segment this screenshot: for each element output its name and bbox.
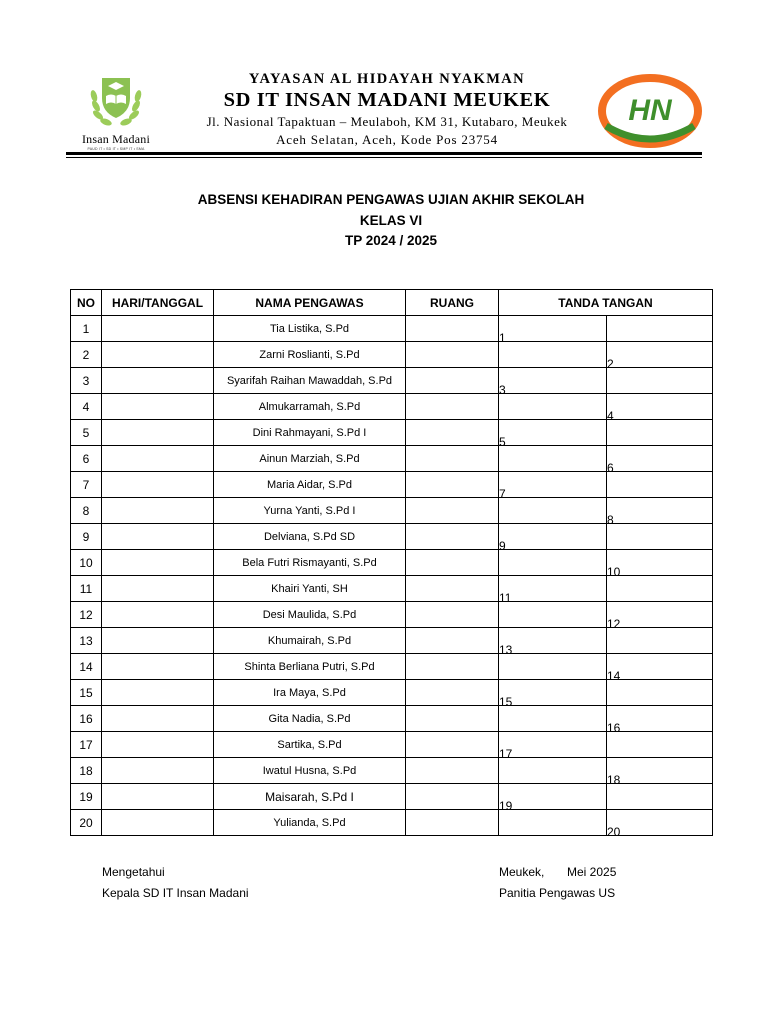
table-row — [71, 342, 713, 368]
signature-block-left — [102, 862, 249, 904]
row-number: 8 — [71, 498, 102, 524]
school-name: SD IT INSAN MADANI MEUKEK — [223, 89, 551, 111]
foundation-name: YAYASAN AL HIDAYAH NYAKMAN — [248, 71, 526, 87]
row-supervisor-name: Almukarramah, S.Pd — [214, 394, 406, 420]
signature-slot-right — [607, 472, 713, 498]
signature-slot-left — [499, 524, 607, 553]
row-supervisor-name: Yurna Yanti, S.Pd I — [214, 498, 406, 524]
signature-block-right — [499, 862, 616, 904]
signature-number: 1 — [499, 331, 506, 345]
header-signature: TANDA TANGAN — [499, 290, 713, 316]
letterhead — [66, 66, 702, 158]
row-date-cell — [102, 576, 214, 602]
signature-slot-right — [607, 550, 713, 579]
row-supervisor-name: Khumairah, S.Pd — [214, 628, 406, 654]
row-number: 18 — [71, 758, 102, 784]
signature-number: 5 — [499, 435, 506, 449]
principal-title: Kepala SD IT Insan Madani — [102, 886, 249, 900]
signature-number: 4 — [607, 409, 614, 423]
address-line-2: Aceh Selatan, Aceh, Kode Pos 23754 — [276, 132, 498, 147]
table-row — [71, 680, 713, 706]
table-row — [71, 550, 713, 576]
header-room: RUANG — [406, 290, 499, 316]
signature-number: 3 — [499, 383, 506, 397]
document-title — [0, 190, 768, 252]
signature-slot-left — [499, 732, 607, 761]
signature-slot-right — [607, 498, 713, 527]
signature-number: 14 — [607, 669, 621, 683]
signature-slot-right — [607, 758, 713, 787]
row-supervisor-name: Delviana, S.Pd SD — [214, 524, 406, 550]
signature-number: 19 — [499, 799, 513, 813]
signature-number: 16 — [607, 721, 621, 735]
table-row — [71, 810, 713, 836]
table-row — [71, 446, 713, 472]
signature-slot-right — [607, 420, 713, 446]
table-row — [71, 654, 713, 680]
row-number: 12 — [71, 602, 102, 628]
row-date-cell — [102, 784, 214, 810]
row-room-cell — [406, 420, 499, 446]
row-room-cell — [406, 550, 499, 576]
row-date-cell — [102, 758, 214, 784]
table-row — [71, 472, 713, 498]
place-date — [499, 862, 616, 883]
signature-number: 9 — [499, 539, 506, 553]
header-name: NAMA PENGAWAS — [214, 290, 406, 316]
row-supervisor-name: Shinta Berliana Putri, S.Pd — [214, 654, 406, 680]
row-room-cell — [406, 368, 499, 394]
row-room-cell — [406, 342, 499, 368]
table-row — [71, 316, 713, 342]
letterhead-text — [172, 70, 602, 149]
signature-slot-left — [499, 342, 607, 368]
signature-slot-right — [607, 342, 713, 371]
signature-number: 20 — [607, 825, 621, 839]
row-room-cell — [406, 498, 499, 524]
table-header-row — [71, 290, 713, 316]
row-supervisor-name: Sartika, S.Pd — [214, 732, 406, 758]
header-date: HARI/TANGGAL — [102, 290, 214, 316]
letterhead-rule-thin — [66, 157, 702, 158]
row-date-cell — [102, 446, 214, 472]
table-row — [71, 420, 713, 446]
row-room-cell — [406, 576, 499, 602]
signature-slot-right — [607, 654, 713, 683]
school-emblem-icon — [88, 72, 144, 130]
table-row — [71, 368, 713, 394]
row-date-cell — [102, 316, 214, 342]
row-date-cell — [102, 394, 214, 420]
row-supervisor-name: Maria Aidar, S.Pd — [214, 472, 406, 498]
table-row — [71, 758, 713, 784]
row-number: 14 — [71, 654, 102, 680]
signature-slot-right — [607, 524, 713, 550]
row-supervisor-name: Desi Maulida, S.Pd — [214, 602, 406, 628]
row-room-cell — [406, 446, 499, 472]
signature-number: 10 — [607, 565, 621, 579]
signature-slot-left — [499, 706, 607, 732]
hn-logo — [598, 74, 702, 148]
place-label: Meukek, — [499, 865, 545, 879]
row-number: 6 — [71, 446, 102, 472]
row-number: 4 — [71, 394, 102, 420]
row-number: 2 — [71, 342, 102, 368]
row-date-cell — [102, 550, 214, 576]
signature-slot-left — [499, 602, 607, 628]
row-room-cell — [406, 524, 499, 550]
row-room-cell — [406, 654, 499, 680]
committee-title: Panitia Pengawas US — [499, 886, 616, 900]
signature-number: 18 — [607, 773, 621, 787]
signature-number: 15 — [499, 695, 513, 709]
row-supervisor-name: Tia Listika, S.Pd — [214, 316, 406, 342]
row-date-cell — [102, 524, 214, 550]
row-date-cell — [102, 706, 214, 732]
row-room-cell — [406, 810, 499, 836]
row-number: 16 — [71, 706, 102, 732]
row-supervisor-name: Ainun Marziah, S.Pd — [214, 446, 406, 472]
signature-slot-right — [607, 784, 713, 810]
row-number: 15 — [71, 680, 102, 706]
signature-slot-left — [499, 368, 607, 397]
signature-slot-left — [499, 654, 607, 680]
signature-slot-left — [499, 680, 607, 709]
signature-slot-left — [499, 316, 607, 345]
table-row — [71, 784, 713, 810]
logo-wordmark: Insan Madani — [81, 132, 151, 146]
row-number: 1 — [71, 316, 102, 342]
row-supervisor-name: Yulianda, S.Pd — [214, 810, 406, 836]
signature-slot-right — [607, 680, 713, 706]
school-logo — [70, 72, 162, 154]
row-room-cell — [406, 472, 499, 498]
row-room-cell — [406, 706, 499, 732]
signature-slot-left — [499, 420, 607, 449]
row-supervisor-name: Iwatul Husna, S.Pd — [214, 758, 406, 784]
logo-subtext: PAUD IT • SD IT • SMP IT • SMA — [87, 147, 145, 151]
signature-slot-left — [499, 394, 607, 420]
row-number: 13 — [71, 628, 102, 654]
row-date-cell — [102, 342, 214, 368]
signature-slot-left — [499, 446, 607, 472]
row-supervisor-name: Gita Nadia, S.Pd — [214, 706, 406, 732]
date-label: Mei 2025 — [567, 865, 617, 879]
row-number: 7 — [71, 472, 102, 498]
row-supervisor-name: Maisarah, S.Pd I — [214, 784, 406, 810]
signature-number: 2 — [607, 357, 614, 371]
row-date-cell — [102, 498, 214, 524]
row-room-cell — [406, 758, 499, 784]
signature-number: 12 — [607, 617, 621, 631]
row-room-cell — [406, 394, 499, 420]
title-line-2: KELAS VI — [359, 212, 423, 228]
hn-logo-text: HN — [628, 94, 672, 127]
row-room-cell — [406, 602, 499, 628]
row-supervisor-name: Bela Futri Rismayanti, S.Pd — [214, 550, 406, 576]
row-number: 20 — [71, 810, 102, 836]
row-date-cell — [102, 472, 214, 498]
signature-slot-right — [607, 628, 713, 654]
signature-slot-right — [607, 368, 713, 394]
signature-slot-right — [607, 446, 713, 475]
header-no: NO — [71, 290, 102, 316]
row-date-cell — [102, 680, 214, 706]
signature-slot-left — [499, 810, 607, 836]
row-room-cell — [406, 680, 499, 706]
row-room-cell — [406, 316, 499, 342]
signature-slot-right — [607, 576, 713, 602]
signature-slot-left — [499, 758, 607, 784]
letterhead-rule-thick — [66, 152, 702, 155]
signature-number: 13 — [499, 643, 513, 657]
table-row — [71, 628, 713, 654]
attendance-table — [70, 289, 713, 839]
signature-number: 7 — [499, 487, 506, 501]
signature-slot-right — [607, 706, 713, 735]
row-date-cell — [102, 602, 214, 628]
signature-slot-left — [499, 498, 607, 524]
row-number: 11 — [71, 576, 102, 602]
title-line-3: TP 2024 / 2025 — [344, 233, 438, 248]
signature-slot-left — [499, 628, 607, 657]
table-row — [71, 602, 713, 628]
signature-slot-left — [499, 784, 607, 813]
signature-number: 11 — [499, 591, 512, 605]
row-date-cell — [102, 810, 214, 836]
row-supervisor-name: Syarifah Raihan Mawaddah, S.Pd — [214, 368, 406, 394]
row-number: 9 — [71, 524, 102, 550]
signature-slot-left — [499, 576, 607, 605]
signature-number: 8 — [607, 513, 614, 527]
row-date-cell — [102, 654, 214, 680]
row-date-cell — [102, 420, 214, 446]
row-supervisor-name: Ira Maya, S.Pd — [214, 680, 406, 706]
row-supervisor-name: Dini Rahmayani, S.Pd I — [214, 420, 406, 446]
attendance-rows — [71, 316, 713, 839]
table-row — [71, 524, 713, 550]
hn-logo-icon — [598, 74, 702, 148]
signature-slot-left — [499, 550, 607, 576]
row-number: 19 — [71, 784, 102, 810]
row-room-cell — [406, 784, 499, 810]
signature-number: 17 — [499, 747, 513, 761]
row-room-cell — [406, 628, 499, 654]
title-line-1: ABSENSI KEHADIRAN PENGAWAS UJIAN AKHIR SEKOLAH — [197, 192, 585, 207]
signature-slot-right — [607, 602, 713, 631]
row-number: 3 — [71, 368, 102, 394]
row-date-cell — [102, 628, 214, 654]
signature-slot-right — [607, 732, 713, 758]
table-row — [71, 732, 713, 758]
signature-slot-right — [607, 810, 713, 839]
table-row — [71, 394, 713, 420]
row-supervisor-name: Zarni Roslianti, S.Pd — [214, 342, 406, 368]
signature-number: 6 — [607, 461, 614, 475]
row-date-cell — [102, 368, 214, 394]
signature-slot-right — [607, 316, 713, 342]
address-line-1: Jl. Nasional Tapaktuan – Meulaboh, KM 31, Kutabaro, Meukek — [206, 114, 568, 129]
signature-slot-left — [499, 472, 607, 501]
row-date-cell — [102, 732, 214, 758]
row-room-cell — [406, 732, 499, 758]
row-number: 10 — [71, 550, 102, 576]
row-number: 17 — [71, 732, 102, 758]
row-supervisor-name: Khairi Yanti, SH — [214, 576, 406, 602]
table-row — [71, 706, 713, 732]
signature-slot-right — [607, 394, 713, 423]
table-row — [71, 576, 713, 602]
row-number: 5 — [71, 420, 102, 446]
acknowledged-label: Mengetahui — [102, 865, 165, 879]
table-row — [71, 498, 713, 524]
